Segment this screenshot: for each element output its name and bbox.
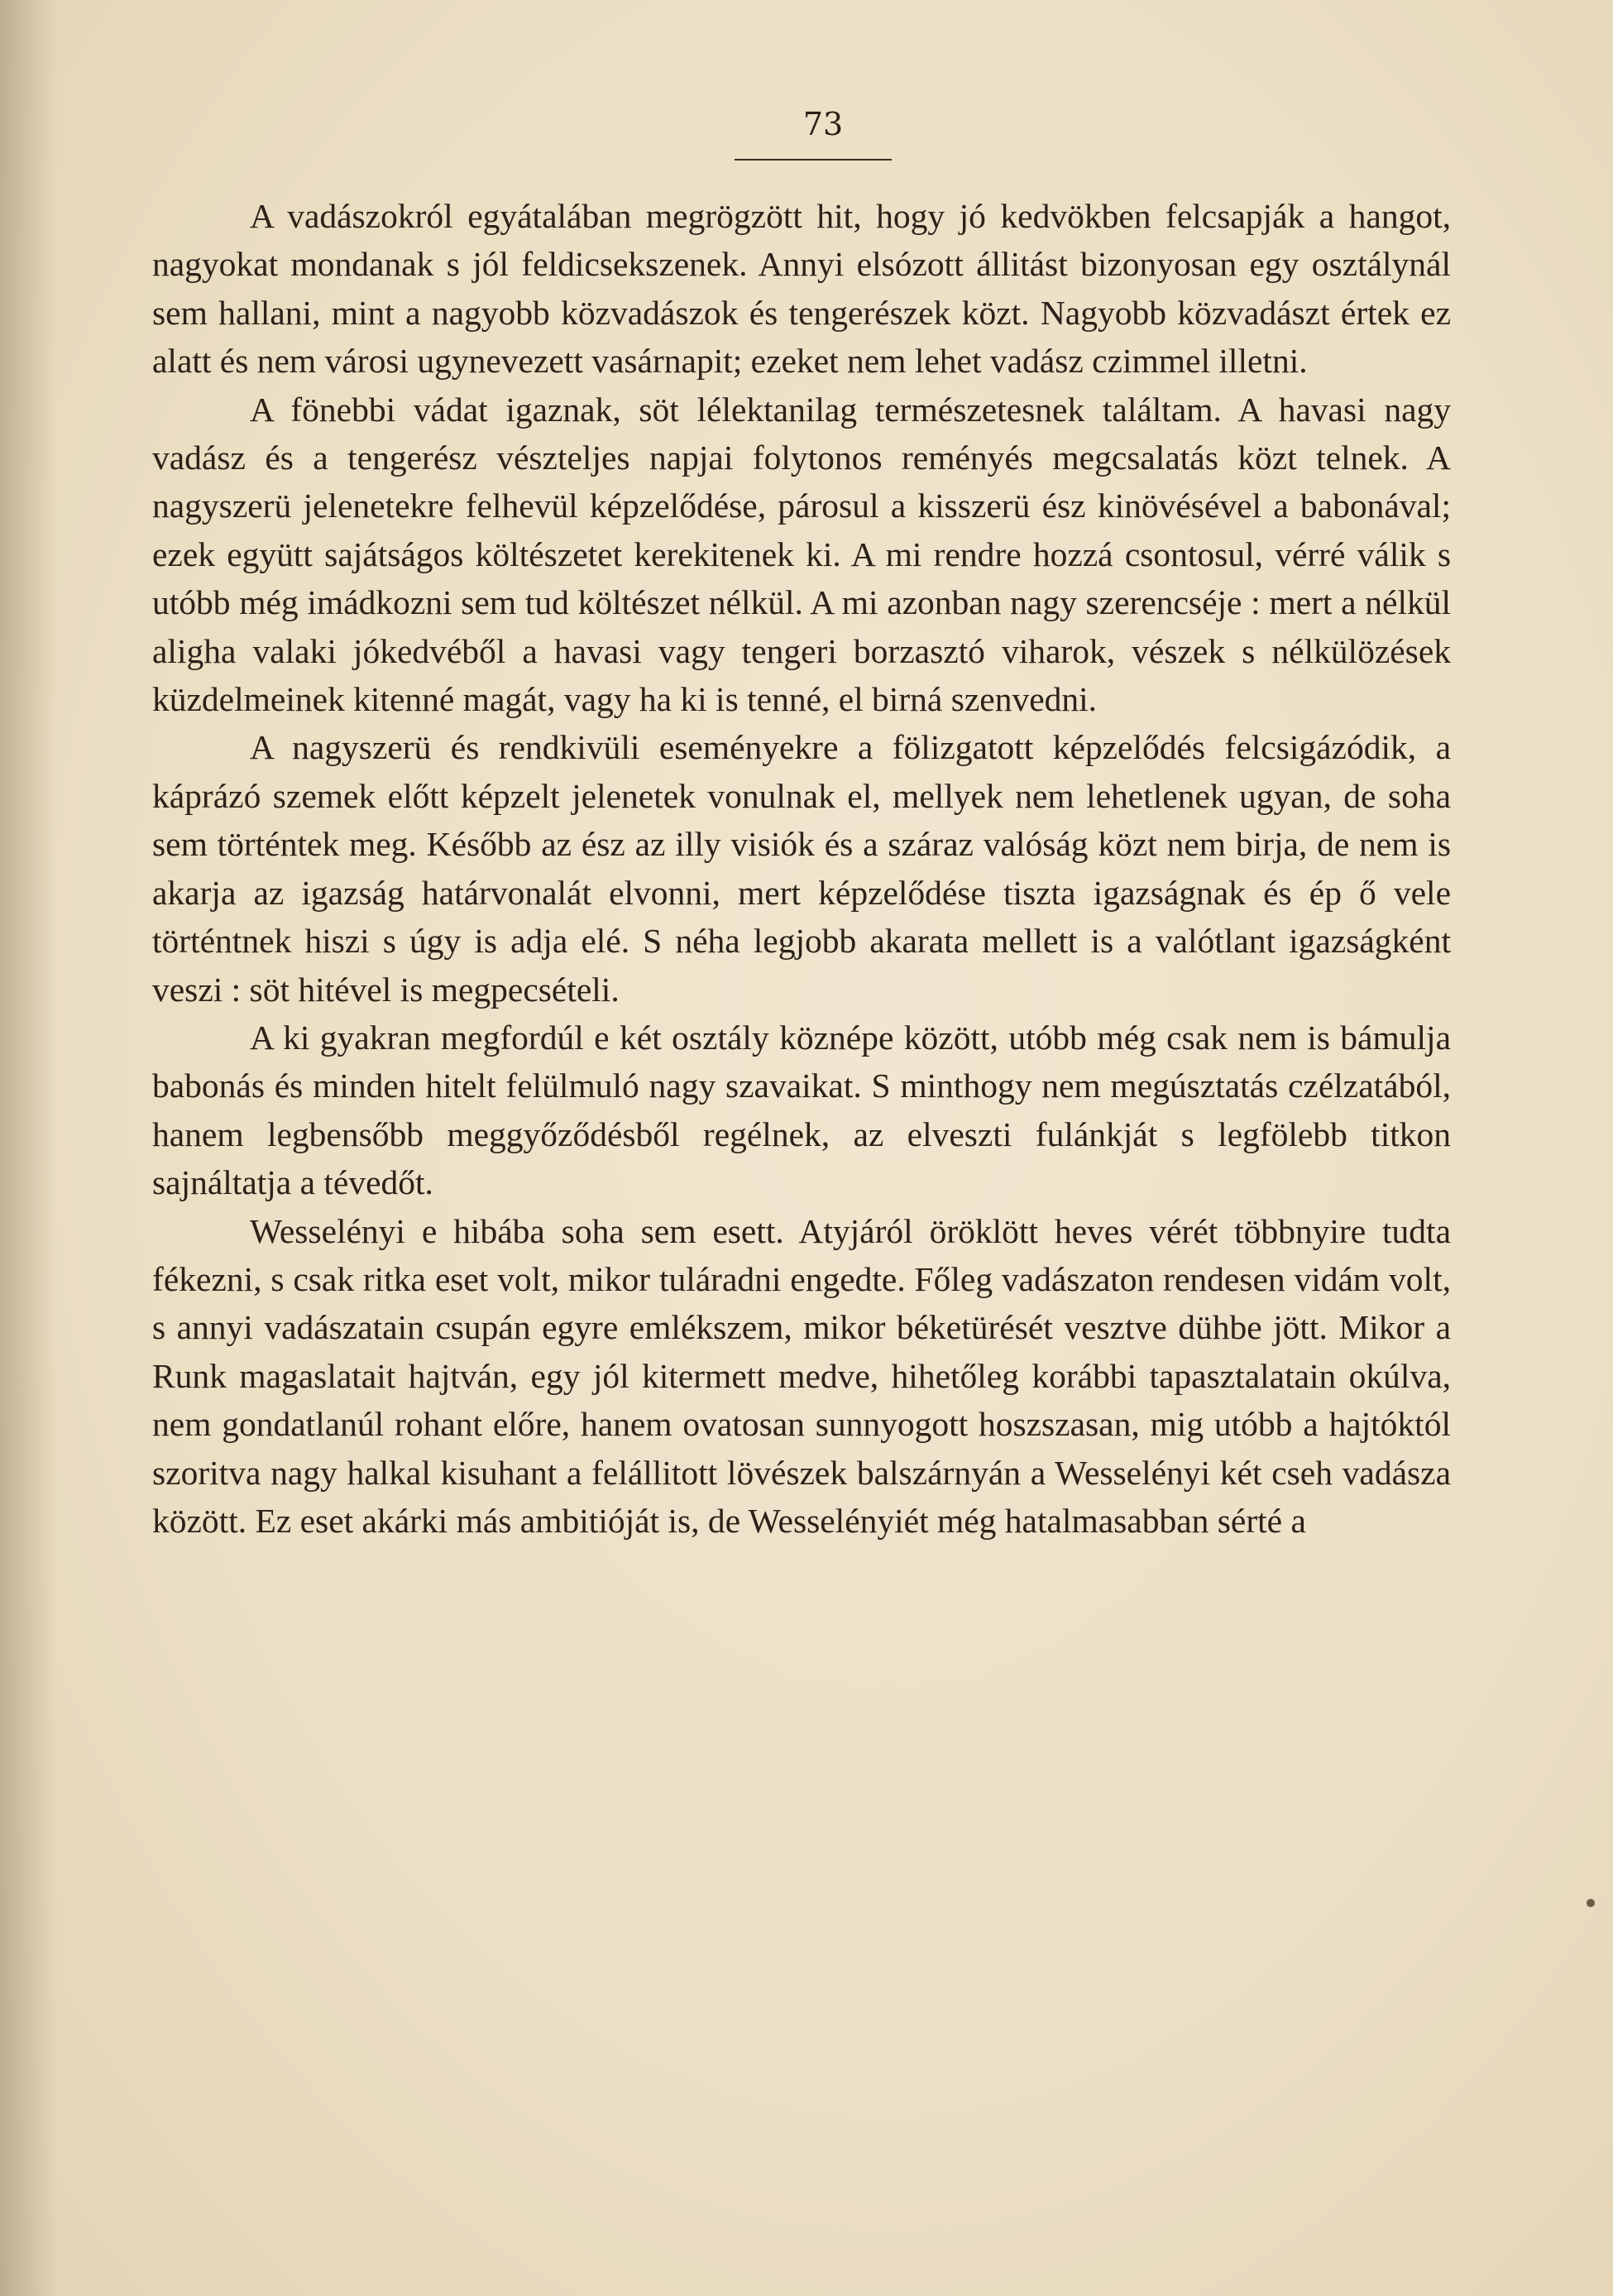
paragraph: Wesselényi e hibába soha sem esett. Atyjáról öröklött heves vérét többnyire tudta fékezni, s csak ritka eset volt, mikor tuláradni engedte. Főleg vadászaton rendesen vidám volt, s annyi vadászatain csupán egyre emlékszem, mikor béketürését vesztve dühbe jött. Mikor a Runk magaslatait hajtván, egy jól kitermett medve, hihetőleg korábbi tapasztalatain okúlva, nem gondatlanúl rohant előre, hanem ovatosan sunnyogott hoszszasan, mig utóbb a hajtóktól szoritva nagy halkal kisuhant a felállitott lövészek balszárnyán a Wesselényi két cseh vadásza között. Ez eset akárki más ambitióját is, de Wesselényiét még hatalmasabban sérté a: [152, 1211, 1451, 1540]
paragraph: A ki gyakran megfordúl e két osztály köznépe között, utóbb még csak nem is bámulja babonás és minden hitelt felülmuló nagy szavaikat. S minthogy nem megúsztatás czélzatából, hanem legbensőbb meggyőződésből regélnek, az elveszti fulánkját s legfölebb titkon sajnáltatja a tévedőt.: [152, 1018, 1451, 1202]
paper-speck: [1587, 1899, 1595, 1907]
page-number: 73: [802, 106, 844, 142]
body-text: [152, 192, 1451, 1545]
paragraph: A vadászokról egyátalában megrögzött hit, hogy jó kedvökben felcsapják a hangot, nagyokat mondanak s jól feldicsekszenek. Annyi elsózott állitást bizonyosan egy osztálynál sem hallani, mint a nagyobb közvadászok és tengerészek közt. Nagyobb közvadászt értek ez alatt és nem városi ugynevezett vasárnapit; ezeket nem lehet vadász czimmel illetni.: [152, 197, 1451, 381]
paragraph: A nagyszerü és rendkivüli eseményekre a fölizgatott képzelődés felcsigázódik, a káprázó szemek előtt képzelt jelenetek vonulnak el, mellyek nem lehetlenek ugyan, de soha sem történtek meg. Később az ész az illy visiók és a száraz valóság közt nem birja, de nem is akarja az igazság határvonalát elvonni, mert képzelődése tiszta igazságnak és ép ő vele történtnek hiszi s úgy is adja elé. S néha legjobb akarata mellett is a valótlant igazságként veszi : söt hitével is megpecsételi.: [152, 728, 1451, 1009]
page-number-rule: [735, 159, 892, 161]
paragraph: A fönebbi vádat igaznak, söt lélektanilag természetesnek találtam. A havasi nagy vadász és a tengerész vészteljes napjai folytonos reményés megcsalatás közt telnek. A nagyszerü jelenetekre felhevül képzelődése, párosul a kisszerü ész kinövésével a babonával; ezek együtt sajátságos költészetet kerekitenek ki. A mi rendre hozzá csontosul, vérré válik s utóbb még imádkozni sem tud költészet nélkül. A mi azonban nagy szerencséje : mert a nélkül aligha valaki jókedvéből a havasi vagy tengeri borzasztó viharok, vészek s nélkülözések küzdelmeinek kitenné magát, vagy ha ki is tenné, el birná szenvedni.: [152, 390, 1451, 719]
binding-shadow: [0, 0, 58, 2296]
